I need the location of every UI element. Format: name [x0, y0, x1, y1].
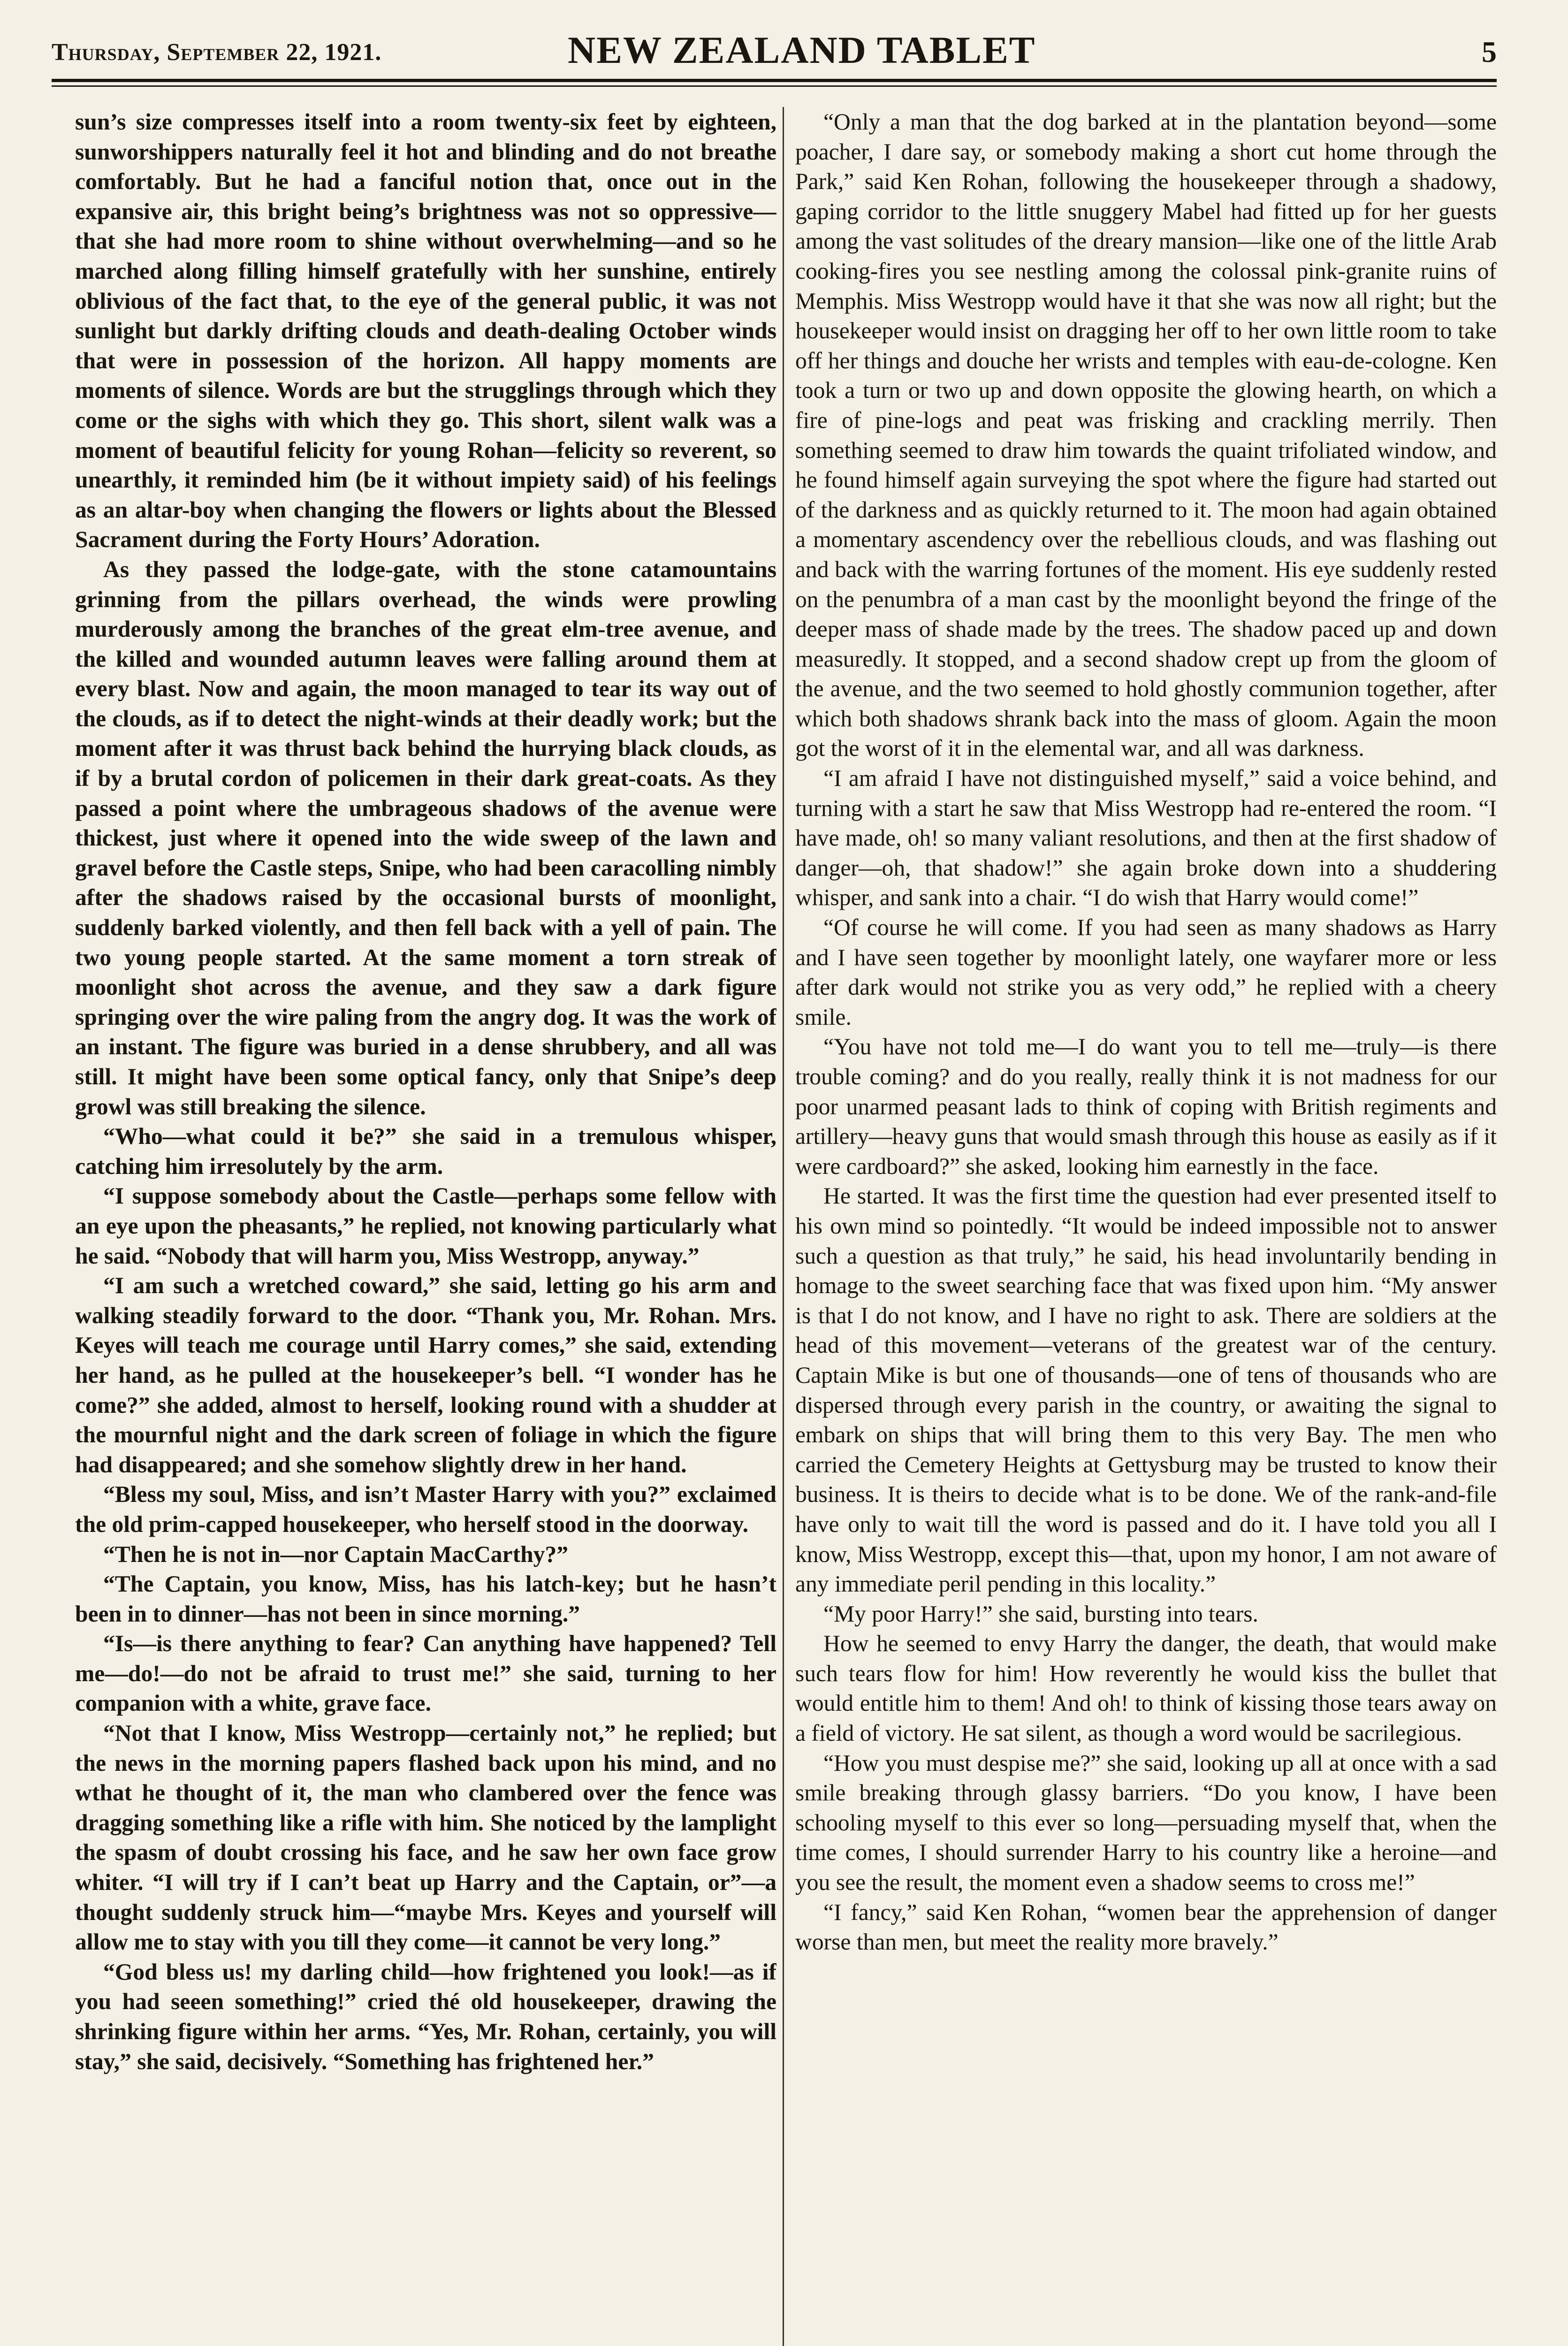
left-paragraph: “I suppose somebody about the Castle—perhaps some fellow with an eye upon the pheasants,” he replied, not knowing particularly what he said. “Nobody that will harm you, Miss Westropp, anyway.”	[75, 1183, 776, 1269]
left-paragraph: “I am such a wretched coward,” she said, letting go his arm and walking steadily forward to the door. “Thank you, Mr. Rohan. Mrs. Keyes will teach me courage until Harry comes,” she said, extending her hand, as he pulled at the housekeeper’s bell. “I wonder has he come?” she added, almost to herself, looking round with a shudder at the mournful night and the dark screen of foliage in which the figure had disappeared; and she somehow slightly drew in her hand.	[75, 1272, 776, 1478]
left-paragraph: “Bless my soul, Miss, and isn’t Master Harry with you?” exclaimed the old prim-capped housekeeper, who herself stood in the doorway.	[75, 1481, 776, 1537]
header-rule-thin	[52, 85, 1497, 87]
left-paragraph: “The Captain, you know, Miss, has his latch-key; but he hasn’t been in to dinner—has not been in since morning.”	[75, 1571, 776, 1627]
header-rule-thick	[52, 79, 1497, 82]
right-paragraph: “How you must despise me?” she said, looking up all at once with a sad smile breaking through glassy barriers. “Do you know, I have been schooling myself to this ever so long—persuading myself that, when the time comes, I should surrender Harry to his country like a heroine—and you see the result, the moment even a shadow seems to cross me!”	[795, 1750, 1497, 1896]
masthead	[52, 28, 1497, 80]
right-paragraph: “Only a man that the dog barked at in the plantation beyond—some poacher, I dare say, or somebody making a short cut home through the Park,” said Ken Rohan, following the housekeeper through a shadowy, gaping corridor to the little snuggery Mabel had fitted up for her guests among the vast solitudes of the dreary mansion—like one of the little Arab cooking-fires you see nestling among the colossal pink-granite ruins of Memphis. Miss Westropp would have it that she was now all right; but the housekeeper would insist on dragging her off to her own little room to take off her things and douche her wrists and temples with eau-de-cologne. Ken took a turn or two up and down opposite the glowing hearth, on which a fire of pine-logs and peat was frisking and crackling merrily. Then something seemed to draw him towards the quaint trifoliated window, and he found himself again surveying the spot where the figure had started out of the darkness and as quickly returned to it. The moon had again obtained a momentary ascendency over the rebellious clouds, and was flashing out and back with the warring fortunes of the moment. His eye suddenly rested on the penumbra of a man cast by the moonlight beyond the fringe of the deeper mass of shade made by the trees. The shadow paced up and down measuredly. It stopped, and a second shadow crept up from the gloom of the avenue, and the two seemed to hold ghostly communion together, after which both shadows shrank back into the mass of gloom. Again the moon got the worst of it in the elemental war, and all was darkness.	[795, 109, 1497, 762]
right-paragraph: “Of course he will come. If you had seen as many shadows as Harry and I have seen together by moonlight lately, one wayfarer more or less after dark would not strike you as very odd,” he replied with a cheery smile.	[795, 914, 1497, 1030]
left-paragraph: “Is—is there anything to fear? Can anything have happened? Tell me—do!—do not be afraid to trust me!” she said, turning to her companion with a white, grave face.	[75, 1630, 776, 1716]
newspaper-title: NEW ZEALAND TABLET	[568, 29, 1036, 71]
left-paragraph: “Who—what could it be?” she said in a tremulous whisper, catching him irresolutely by the arm.	[75, 1123, 776, 1179]
right-paragraph: “You have not told me—I do want you to tell me—truly—is there trouble coming? and do you really, really think it is not madness for our poor unarmed peasant lads to think of coping with British regiments and artillery—heavy guns that would smash through this house as easily as if it were cardboard?” she asked, looking him earnestly in the face.	[795, 1034, 1497, 1179]
right-paragraph: “My poor Harry!” she said, bursting into tears.	[823, 1600, 1258, 1627]
left-paragraph: “Then he is not in—nor Captain MacCarthy?”	[103, 1541, 569, 1567]
right-paragraph: He started. It was the first time the question had ever presented itself to his own mind so pointedly. “It would be indeed impossible not to answer such a question as that truly,” he said, his head involuntarily bending in homage to the sweet searching face that was fixed upon him. “My answer is that I do not know, and I have no right to ask. There are soldiers at the head of this movement—veterans of the greatest war of the century. Captain Mike is but one of thousands—one of tens of thousands who are dispersed through every parish in the country, or awaiting the signal to embark on ships that will bring them to this very Bay. The men who carried the Cemetery Heights at Gettysburg may be trusted to know their business. It is theirs to decide what is to be done. We of the rank-and-file have only to wait till the word is passed and do it. I have told you all I know, Miss Westropp, except this—that, upon my honor, I am not aware of any immediate peril pending in this locality.”	[795, 1183, 1497, 1597]
issue-date: Thursday, September 22, 1921.	[52, 39, 382, 66]
left-column	[75, 107, 776, 2346]
right-column	[795, 107, 1497, 2346]
page-number: 5	[1482, 35, 1497, 69]
left-paragraph: sun’s size compresses itself into a room twenty-six feet by eighteen, sunworshippers naturally feel it hot and blinding and do not breathe comfortably. But he had a fanciful notion that, once out in the expansive air, this bright being’s brightness was not so oppressive—that she had more room to shine without overwhelming—and so he marched along filling himself gratefully with her sunshine, entirely oblivious of the fact that, to the eye of the general public, it was not sunlight but darkly drifting clouds and death-dealing October winds that were in possession of the horizon. All happy moments are moments of silence. Words are but the strugglings through which they come or the sighs with which they go. This short, silent walk was a moment of beautiful felicity for young Rohan—felicity so reverent, so unearthly, it reminded him (be it without impiety said) of his feelings as an altar-boy when changing the flowers or lights about the Blessed Sacrament during the Forty Hours’ Adoration.	[75, 109, 776, 553]
right-paragraph: How he seemed to envy Harry the danger, the death, that would make such tears flow for him! How reverently he would kiss the bullet that would entitle him to them! And oh! to think of kissing those tears away on a field of victory. He sat silent, as though a word would be sacrilegious.	[795, 1630, 1497, 1746]
left-paragraph: As they passed the lodge-gate, with the stone catamountains grinning from the pillars overhead, the winds were prowling murderously among the branches of the great elm-tree avenue, and the killed and wounded autumn leaves were falling around them at every blast. Now and again, the moon managed to tear its way out of the clouds, as if to detect the night-winds at their deadly work; but the moment after it was thrust back behind the hurrying black clouds, as if by a brutal cordon of policemen in their dark great-coats. As they passed a point where the umbrageous shadows of the avenue were thickest, just where it opened into the wide sweep of the lawn and gravel before the Castle steps, Snipe, who had been caracolling nimbly after the shadows raised by the occasional bursts of moonlight, suddenly barked violently, and then fell back with a yell of pain. The two young people started. At the same moment a torn streak of moonlight shot across the avenue, and they saw a dark figure springing over the wire paling from the angry dog. It was the work of an instant. The figure was buried in a dense shrubbery, and all was still. It might have been some optical fancy, only that Snipe’s deep growl was still breaking the silence.	[75, 556, 776, 1120]
column-divider	[783, 107, 784, 2346]
right-paragraph: “I am afraid I have not distinguished myself,” said a voice behind, and turning with a start he saw that Miss Westropp had re-entered the room. “I have made, oh! so many valiant resolutions, and then at the first shadow of danger—oh, that shadow!” she again broke down into a shuddering whisper, and sank into a chair. “I do wish that Harry would come!”	[795, 765, 1497, 911]
left-paragraph: “Not that I know, Miss Westropp—certainly not,” he replied; but the news in the morning papers flashed back upon his mind, and no wthat he thought of it, the man who clambered over the fence was dragging something like a rifle with him. She noticed by the lamplight the spasm of doubt crossing his face, and he saw her own face grow whiter. “I will try if I can’t beat up Harry and the Captain, or”—a thought suddenly struck him—“maybe Mrs. Keyes and yourself will allow me to stay with you till they come—it cannot be very long.”	[75, 1720, 776, 1955]
right-paragraph: “I fancy,” said Ken Rohan, “women bear the apprehension of danger worse than men, but meet the reality more bravely.”	[795, 1899, 1497, 1955]
left-paragraph: “God bless us! my darling child—how frightened you look!—as if you had seeen something!” cried thé old housekeeper, drawing the shrinking figure within her arms. “Yes, Mr. Rohan, certainly, you will stay,” she said, decisively. “Something has frightened her.”	[75, 1958, 776, 2074]
